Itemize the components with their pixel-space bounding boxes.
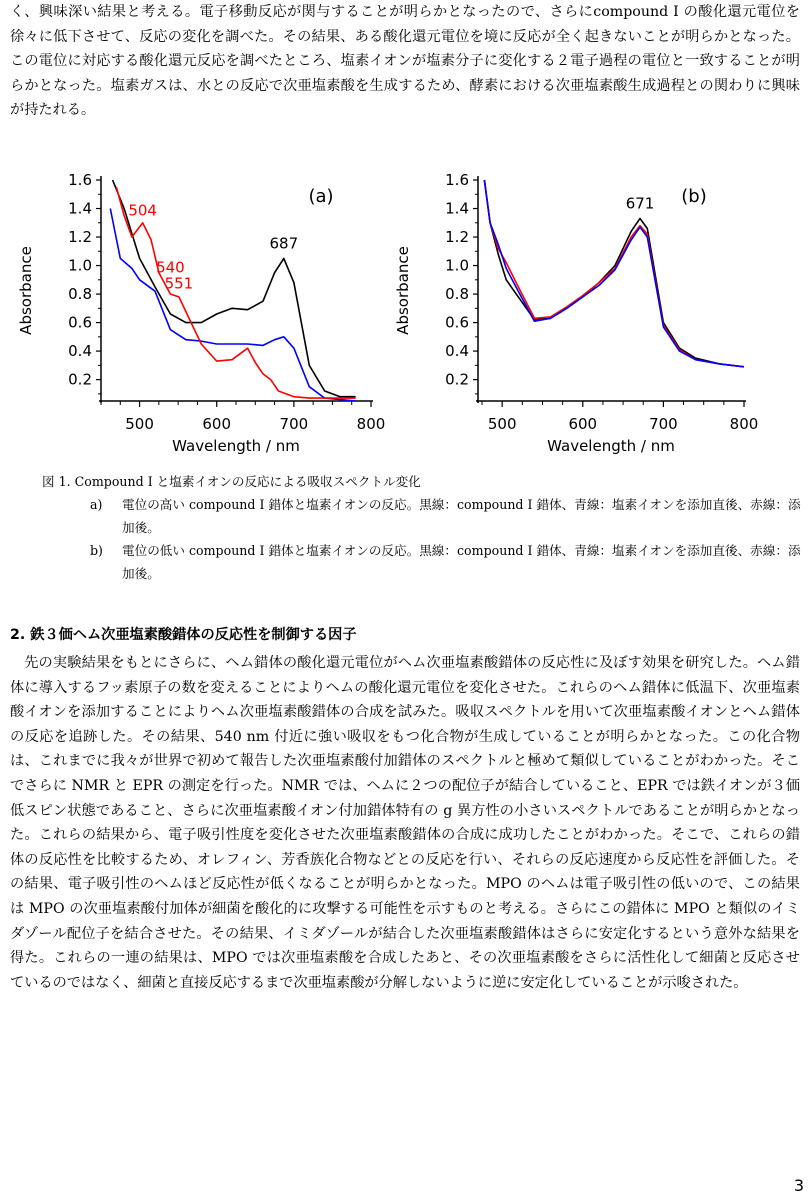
section-heading: 2. 鉄３価ヘム次亜塩素酸錯体の反応性を制御する因子 <box>10 627 357 643</box>
x-axis-label: Wavelength / nm <box>172 437 300 455</box>
y-tick-label: 0.4 <box>68 342 92 361</box>
peak-label: 687 <box>269 234 299 253</box>
peak-label: 671 <box>625 194 655 213</box>
y-tick-label: 0.8 <box>445 285 469 304</box>
series-line <box>110 209 355 402</box>
section-paragraph: 先の実験結果をもとにさらに、ヘム錯体の酸化還元電位がヘム次亜塩素酸錯体の反応性に及ぼす効果を研究した。ヘム錯体に導入するフッ素原子の数を変えることによりヘムの酸化還元電位を変化させた。これらのヘム錯体に低温下、次亜塩素酸イオンを添加することによりヘム次亜塩素酸錯体の合成を試みた。吸収スペクトルを用いて次亜塩素酸イオンとヘム錯体の反応を追跡した。その結果、540 nm 付近に強い吸収をもつ化合物が生成していることが明らかとなった。この化合物は、これまでに我々が世界で初めて報告した次亜塩素酸付加錯体のスペクトルと極めて類似していることがわかった。そこでさらに NMR と EPR の測定を行った。NMR では、ヘムに２つの配位子が結合していること、EPR では鉄イオンが３価低スピン状態であること、さらに次亜塩素酸イオン付加錯体特有の g 異方性の小さいスペクトルであることが明らかとなった。これらの結果から、電子吸引性度を変化させた次亜塩素酸錯体の合成に成功したことがわかった。そこで、これらの錯体の反応性を比較するため、オレフィン、芳香族化合物などとの反応を行い、それらの反応速度から反応性を評価した。その結果、電子吸引性のヘムほど反応性が低くなることが明らかとなった。MPO のヘムは電子吸引性の低いので、この結果は MPO の次亜塩素酸付加体が細菌を酸化的に攻撃する可能性を示すものと考える。さらにこの錯体に MPO と類似のイミダゾール配位子を結合させた。その結果、イミダゾールが結合した次亜塩素酸錯体はさらに安定化するという意外な結果を得た。これらの一連の結果は、MPO では次亜塩素酸を合成したあと、その次亜塩素酸をさらに活性化して細菌と反応させているのではなく、細菌と直接反応するまで次亜塩素酸が分解しないように逆に安定化していることが示唆された。 <box>10 655 800 991</box>
y-tick-label: 1.2 <box>445 228 469 247</box>
caption-title: 図 1. Compound I と塩素イオンの反応による吸収スペクトル変化 <box>42 474 421 489</box>
x-tick-label: 500 <box>125 415 154 433</box>
series-line <box>484 180 744 367</box>
spectrum-chart-a <box>10 168 390 468</box>
y-axis-label: Absorbance <box>394 246 412 335</box>
y-tick-label: 0.8 <box>68 285 92 304</box>
y-tick-label: 0.6 <box>68 313 92 332</box>
x-tick-label: 700 <box>279 415 309 433</box>
figure-panel-b <box>388 168 768 468</box>
x-tick-label: 600 <box>202 415 232 433</box>
y-tick-label: 1.4 <box>445 199 469 218</box>
caption-item-label: a) <box>90 497 103 512</box>
caption-item-text: 電位の低い compound I 錯体と塩素イオンの反応。黒線：compound I 錯体、青線：塩素イオンを添加直後、赤線：添加後。 <box>122 543 801 581</box>
y-tick-label: 1.4 <box>68 199 92 218</box>
y-tick-label: 1.2 <box>68 228 92 247</box>
y-tick-label: 0.2 <box>445 370 469 389</box>
y-tick-label: 1.0 <box>445 256 469 275</box>
x-tick-label: 600 <box>568 415 598 433</box>
figure-caption <box>42 470 802 585</box>
caption-item-text: 電位の高い compound I 錯体と塩素イオンの反応。黒線：compound I 錯体、青線：塩素イオンを添加直後、赤線：添加後。 <box>122 497 801 535</box>
intro-paragraph: く、興味深い結果と考える。電子移動反応が関与することが明らかとなったので、さらにcompound I の酸化還元電位を徐々に低下させて、反応の変化を調べた。その結果、ある酸化還元電位を境に反応が全く起きないことが明らかとなった。この電位に対応する酸化還元反応を調べたところ、塩素イオンが塩素分子に変化する２電子過程の電位と一致することが明らかとなった。塩素ガスは、水との反応で次亜塩素酸を生成するため、酵素における次亜塩素酸生成過程との関わりに興味が持たれる。 <box>10 4 800 119</box>
figure-panel-a <box>10 168 390 468</box>
y-tick-label: 1.6 <box>445 171 469 189</box>
y-tick-label: 0.4 <box>445 342 469 361</box>
x-tick-label: 700 <box>649 415 678 433</box>
panel-label: (b) <box>681 186 707 207</box>
caption-item-label: b) <box>90 543 103 558</box>
y-tick-label: 0.6 <box>445 313 469 332</box>
x-axis-label: Wavelength / nm <box>547 437 675 455</box>
caption-item-a <box>42 493 802 539</box>
peak-label: 540 <box>156 258 185 277</box>
series-line <box>484 180 744 367</box>
page-number: 3 <box>793 1176 804 1195</box>
peak-label: 504 <box>128 201 157 220</box>
peak-label: 551 <box>164 274 194 293</box>
x-tick-label: 800 <box>729 415 759 433</box>
x-tick-label: 500 <box>487 415 517 433</box>
caption-item-b <box>42 539 802 585</box>
y-tick-label: 1.6 <box>68 171 92 189</box>
y-axis-label: Absorbance <box>17 246 35 335</box>
panel-label: (a) <box>308 186 334 207</box>
y-tick-label: 0.2 <box>68 370 92 389</box>
x-tick-label: 800 <box>356 415 386 433</box>
series-line <box>484 180 744 367</box>
spectrum-chart-b <box>388 168 768 468</box>
y-tick-label: 1.0 <box>68 256 92 275</box>
